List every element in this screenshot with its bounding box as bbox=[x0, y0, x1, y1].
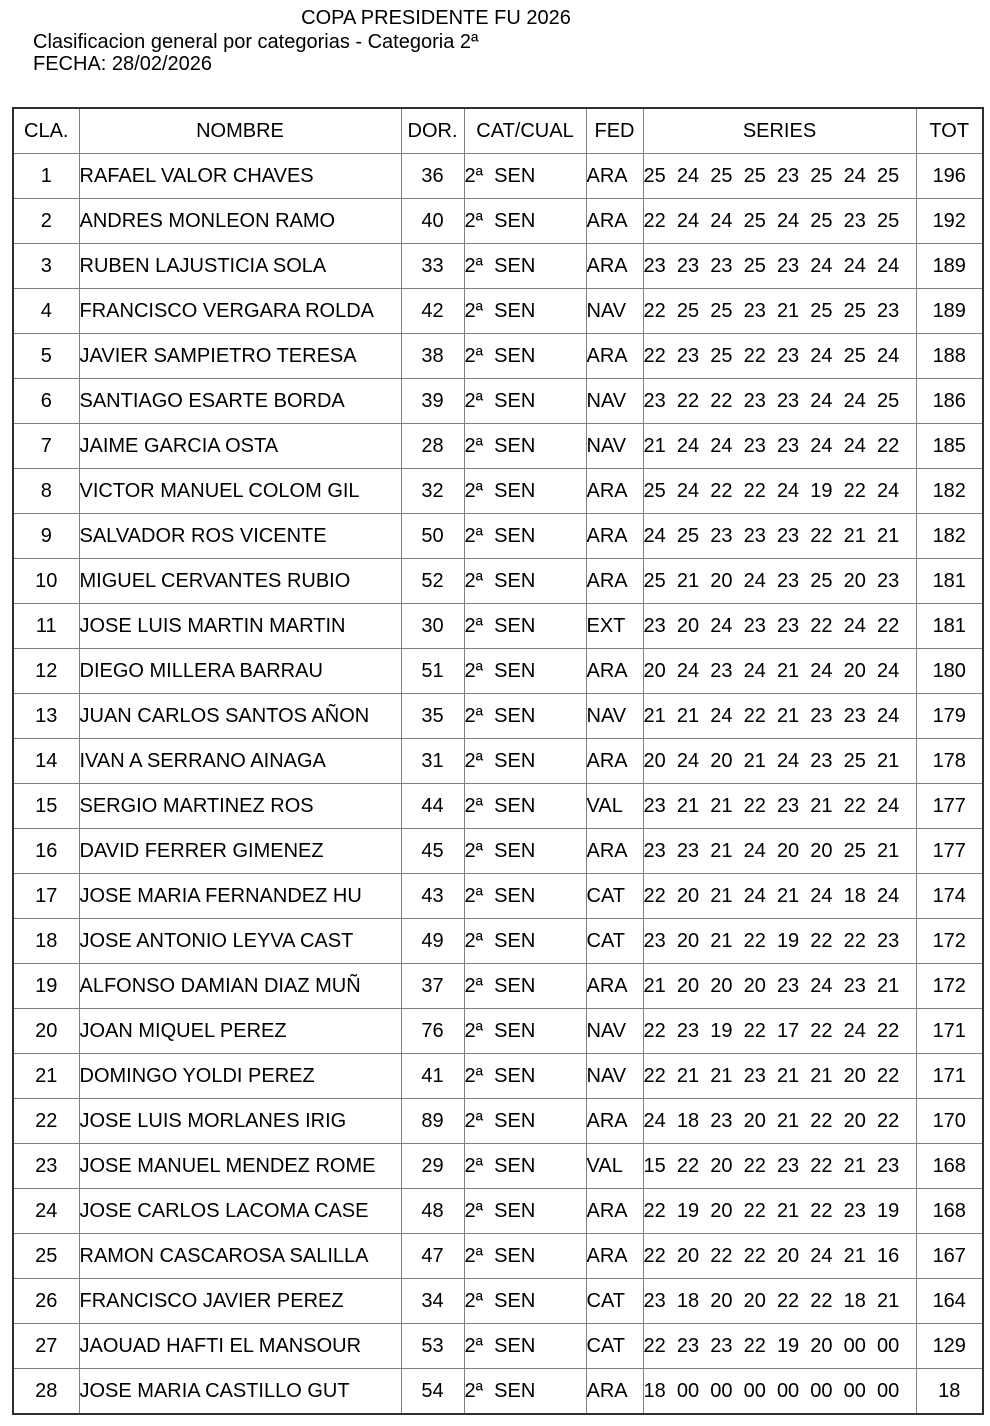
cell-series: 21 21 24 22 21 23 23 24 bbox=[643, 694, 916, 739]
cell-series: 22 23 23 22 19 20 00 00 bbox=[643, 1324, 916, 1369]
cell-nombre: JOSE MARIA CASTILLO GUT bbox=[79, 1369, 401, 1415]
cell-cat: 2ª SEN bbox=[464, 784, 586, 829]
cell-cla: 24 bbox=[13, 1189, 79, 1234]
cell-tot: 182 bbox=[916, 469, 983, 514]
cell-dor: 33 bbox=[401, 244, 464, 289]
cell-dor: 39 bbox=[401, 379, 464, 424]
cell-nombre: SALVADOR ROS VICENTE bbox=[79, 514, 401, 559]
cell-nombre: JAVIER SAMPIETRO TERESA bbox=[79, 334, 401, 379]
cell-series: 20 24 23 24 21 24 20 24 bbox=[643, 649, 916, 694]
cell-series: 15 22 20 22 23 22 21 23 bbox=[643, 1144, 916, 1189]
cell-tot: 186 bbox=[916, 379, 983, 424]
cell-cla: 2 bbox=[13, 199, 79, 244]
cell-fed: ARA bbox=[586, 244, 643, 289]
table-row bbox=[13, 1099, 983, 1144]
cell-dor: 30 bbox=[401, 604, 464, 649]
cell-tot: 177 bbox=[916, 784, 983, 829]
cell-cat: 2ª SEN bbox=[464, 424, 586, 469]
classification-table bbox=[12, 107, 984, 1415]
table-row bbox=[13, 919, 983, 964]
cell-cat: 2ª SEN bbox=[464, 964, 586, 1009]
cell-series: 22 23 25 22 23 24 25 24 bbox=[643, 334, 916, 379]
table-row bbox=[13, 244, 983, 289]
cell-tot: 189 bbox=[916, 289, 983, 334]
column-header-dor: DOR. bbox=[401, 108, 464, 154]
cell-cat: 2ª SEN bbox=[464, 1324, 586, 1369]
cell-fed: NAV bbox=[586, 424, 643, 469]
cell-cla: 27 bbox=[13, 1324, 79, 1369]
cell-series: 23 21 21 22 23 21 22 24 bbox=[643, 784, 916, 829]
cell-dor: 76 bbox=[401, 1009, 464, 1054]
cell-series: 23 23 23 25 23 24 24 24 bbox=[643, 244, 916, 289]
cell-cla: 10 bbox=[13, 559, 79, 604]
table-row bbox=[13, 1369, 983, 1415]
cell-series: 25 24 22 22 24 19 22 24 bbox=[643, 469, 916, 514]
cell-nombre: SANTIAGO ESARTE BORDA bbox=[79, 379, 401, 424]
cell-fed: ARA bbox=[586, 469, 643, 514]
cell-nombre: ALFONSO DAMIAN DIAZ MUÑ bbox=[79, 964, 401, 1009]
cell-cat: 2ª SEN bbox=[464, 604, 586, 649]
cell-series: 24 25 23 23 23 22 21 21 bbox=[643, 514, 916, 559]
table-row bbox=[13, 559, 983, 604]
cell-fed: ARA bbox=[586, 649, 643, 694]
cell-cat: 2ª SEN bbox=[464, 244, 586, 289]
header-row bbox=[13, 108, 983, 154]
table-row bbox=[13, 424, 983, 469]
cell-fed: ARA bbox=[586, 559, 643, 604]
column-header-cat: CAT/CUAL bbox=[464, 108, 586, 154]
cell-dor: 45 bbox=[401, 829, 464, 874]
cell-fed: ARA bbox=[586, 1189, 643, 1234]
cell-nombre: JAOUAD HAFTI EL MANSOUR bbox=[79, 1324, 401, 1369]
cell-cat: 2ª SEN bbox=[464, 1234, 586, 1279]
cell-cla: 12 bbox=[13, 649, 79, 694]
cell-cat: 2ª SEN bbox=[464, 739, 586, 784]
cell-series: 22 23 19 22 17 22 24 22 bbox=[643, 1009, 916, 1054]
cell-tot: 181 bbox=[916, 559, 983, 604]
cell-cla: 21 bbox=[13, 1054, 79, 1099]
cell-fed: ARA bbox=[586, 1234, 643, 1279]
cell-tot: 170 bbox=[916, 1099, 983, 1144]
cell-nombre: IVAN A SERRANO AINAGA bbox=[79, 739, 401, 784]
cell-tot: 192 bbox=[916, 199, 983, 244]
cell-tot: 188 bbox=[916, 334, 983, 379]
page-title: COPA PRESIDENTE FU 2026 bbox=[301, 7, 571, 29]
cell-fed: ARA bbox=[586, 1369, 643, 1415]
table-row bbox=[13, 964, 983, 1009]
cell-cla: 13 bbox=[13, 694, 79, 739]
table-row bbox=[13, 649, 983, 694]
table-row bbox=[13, 154, 983, 199]
cell-series: 22 20 22 22 20 24 21 16 bbox=[643, 1234, 916, 1279]
cell-dor: 37 bbox=[401, 964, 464, 1009]
cell-dor: 29 bbox=[401, 1144, 464, 1189]
cell-dor: 54 bbox=[401, 1369, 464, 1415]
cell-nombre: VICTOR MANUEL COLOM GIL bbox=[79, 469, 401, 514]
cell-fed: VAL bbox=[586, 784, 643, 829]
cell-cla: 6 bbox=[13, 379, 79, 424]
cell-cat: 2ª SEN bbox=[464, 559, 586, 604]
cell-cla: 17 bbox=[13, 874, 79, 919]
cell-dor: 52 bbox=[401, 559, 464, 604]
cell-fed: CAT bbox=[586, 1279, 643, 1324]
cell-nombre: ANDRES MONLEON RAMO bbox=[79, 199, 401, 244]
cell-tot: 168 bbox=[916, 1144, 983, 1189]
cell-series: 23 22 22 23 23 24 24 25 bbox=[643, 379, 916, 424]
cell-series: 23 18 20 20 22 22 18 21 bbox=[643, 1279, 916, 1324]
cell-cla: 26 bbox=[13, 1279, 79, 1324]
cell-tot: 172 bbox=[916, 919, 983, 964]
cell-dor: 36 bbox=[401, 154, 464, 199]
cell-fed: EXT bbox=[586, 604, 643, 649]
cell-dor: 34 bbox=[401, 1279, 464, 1324]
cell-tot: 171 bbox=[916, 1054, 983, 1099]
cell-cla: 22 bbox=[13, 1099, 79, 1144]
cell-dor: 31 bbox=[401, 739, 464, 784]
cell-cat: 2ª SEN bbox=[464, 1054, 586, 1099]
cell-fed: NAV bbox=[586, 1009, 643, 1054]
cell-dor: 42 bbox=[401, 289, 464, 334]
table-row bbox=[13, 784, 983, 829]
cell-fed: NAV bbox=[586, 694, 643, 739]
column-header-cla: CLA. bbox=[13, 108, 79, 154]
cell-dor: 32 bbox=[401, 469, 464, 514]
cell-fed: NAV bbox=[586, 1054, 643, 1099]
cell-cat: 2ª SEN bbox=[464, 199, 586, 244]
column-header-nombre: NOMBRE bbox=[79, 108, 401, 154]
cell-dor: 44 bbox=[401, 784, 464, 829]
cell-nombre: JOSE LUIS MARTIN MARTIN bbox=[79, 604, 401, 649]
cell-dor: 51 bbox=[401, 649, 464, 694]
cell-nombre: DOMINGO YOLDI PEREZ bbox=[79, 1054, 401, 1099]
cell-tot: 189 bbox=[916, 244, 983, 289]
cell-nombre: RUBEN LAJUSTICIA SOLA bbox=[79, 244, 401, 289]
cell-nombre: JOSE CARLOS LACOMA CASE bbox=[79, 1189, 401, 1234]
cell-series: 22 20 21 24 21 24 18 24 bbox=[643, 874, 916, 919]
cell-series: 21 20 20 20 23 24 23 21 bbox=[643, 964, 916, 1009]
cell-cla: 11 bbox=[13, 604, 79, 649]
table-row bbox=[13, 199, 983, 244]
cell-series: 20 24 20 21 24 23 25 21 bbox=[643, 739, 916, 784]
cell-fed: ARA bbox=[586, 739, 643, 784]
cell-nombre: JOSE LUIS MORLANES IRIG bbox=[79, 1099, 401, 1144]
cell-fed: ARA bbox=[586, 199, 643, 244]
cell-cat: 2ª SEN bbox=[464, 154, 586, 199]
cell-cla: 18 bbox=[13, 919, 79, 964]
cell-cat: 2ª SEN bbox=[464, 1009, 586, 1054]
cell-cla: 1 bbox=[13, 154, 79, 199]
cell-cla: 4 bbox=[13, 289, 79, 334]
cell-cla: 9 bbox=[13, 514, 79, 559]
cell-cat: 2ª SEN bbox=[464, 379, 586, 424]
cell-series: 22 19 20 22 21 22 23 19 bbox=[643, 1189, 916, 1234]
cell-cat: 2ª SEN bbox=[464, 1189, 586, 1234]
cell-series: 24 18 23 20 21 22 20 22 bbox=[643, 1099, 916, 1144]
cell-cat: 2ª SEN bbox=[464, 649, 586, 694]
cell-nombre: MIGUEL CERVANTES RUBIO bbox=[79, 559, 401, 604]
cell-dor: 49 bbox=[401, 919, 464, 964]
table-row bbox=[13, 1234, 983, 1279]
cell-fed: ARA bbox=[586, 1099, 643, 1144]
cell-series: 21 24 24 23 23 24 24 22 bbox=[643, 424, 916, 469]
cell-tot: 164 bbox=[916, 1279, 983, 1324]
cell-cat: 2ª SEN bbox=[464, 469, 586, 514]
cell-cat: 2ª SEN bbox=[464, 829, 586, 874]
cell-cat: 2ª SEN bbox=[464, 1144, 586, 1189]
cell-tot: 174 bbox=[916, 874, 983, 919]
cell-fed: CAT bbox=[586, 919, 643, 964]
cell-fed: ARA bbox=[586, 514, 643, 559]
table-row bbox=[13, 1009, 983, 1054]
cell-series: 25 24 25 25 23 25 24 25 bbox=[643, 154, 916, 199]
cell-cla: 25 bbox=[13, 1234, 79, 1279]
table-row bbox=[13, 739, 983, 784]
cell-series: 18 00 00 00 00 00 00 00 bbox=[643, 1369, 916, 1415]
cell-dor: 28 bbox=[401, 424, 464, 469]
cell-tot: 185 bbox=[916, 424, 983, 469]
cell-cat: 2ª SEN bbox=[464, 874, 586, 919]
table-row bbox=[13, 604, 983, 649]
cell-cla: 23 bbox=[13, 1144, 79, 1189]
cell-nombre: FRANCISCO VERGARA ROLDA bbox=[79, 289, 401, 334]
column-header-tot: TOT bbox=[916, 108, 983, 154]
cell-series: 23 20 21 22 19 22 22 23 bbox=[643, 919, 916, 964]
table-row bbox=[13, 1189, 983, 1234]
cell-cla: 19 bbox=[13, 964, 79, 1009]
cell-tot: 18 bbox=[916, 1369, 983, 1415]
table-row bbox=[13, 1324, 983, 1369]
cell-fed: NAV bbox=[586, 379, 643, 424]
cell-nombre: JOSE MARIA FERNANDEZ HU bbox=[79, 874, 401, 919]
table-row bbox=[13, 289, 983, 334]
cell-nombre: DAVID FERRER GIMENEZ bbox=[79, 829, 401, 874]
cell-fed: CAT bbox=[586, 1324, 643, 1369]
table-row bbox=[13, 469, 983, 514]
cell-fed: ARA bbox=[586, 964, 643, 1009]
cell-cat: 2ª SEN bbox=[464, 334, 586, 379]
cell-cla: 8 bbox=[13, 469, 79, 514]
cell-series: 22 24 24 25 24 25 23 25 bbox=[643, 199, 916, 244]
table-row bbox=[13, 1144, 983, 1189]
cell-tot: 196 bbox=[916, 154, 983, 199]
cell-dor: 47 bbox=[401, 1234, 464, 1279]
cell-dor: 38 bbox=[401, 334, 464, 379]
cell-nombre: JAIME GARCIA OSTA bbox=[79, 424, 401, 469]
cell-tot: 171 bbox=[916, 1009, 983, 1054]
cell-cat: 2ª SEN bbox=[464, 919, 586, 964]
cell-cat: 2ª SEN bbox=[464, 514, 586, 559]
cell-fed: CAT bbox=[586, 874, 643, 919]
table-row bbox=[13, 694, 983, 739]
cell-tot: 180 bbox=[916, 649, 983, 694]
table-row bbox=[13, 874, 983, 919]
cell-cla: 16 bbox=[13, 829, 79, 874]
cell-dor: 50 bbox=[401, 514, 464, 559]
cell-tot: 179 bbox=[916, 694, 983, 739]
cell-cla: 15 bbox=[13, 784, 79, 829]
cell-cat: 2ª SEN bbox=[464, 1369, 586, 1415]
cell-cla: 14 bbox=[13, 739, 79, 784]
cell-dor: 40 bbox=[401, 199, 464, 244]
cell-cat: 2ª SEN bbox=[464, 1279, 586, 1324]
date-line: FECHA: 28/02/2026 bbox=[33, 53, 212, 75]
cell-cla: 7 bbox=[13, 424, 79, 469]
cell-fed: NAV bbox=[586, 289, 643, 334]
cell-dor: 89 bbox=[401, 1099, 464, 1144]
cell-tot: 129 bbox=[916, 1324, 983, 1369]
column-header-fed: FED bbox=[586, 108, 643, 154]
column-header-series: SERIES bbox=[643, 108, 916, 154]
cell-tot: 177 bbox=[916, 829, 983, 874]
cell-dor: 48 bbox=[401, 1189, 464, 1234]
cell-series: 25 21 20 24 23 25 20 23 bbox=[643, 559, 916, 604]
table-body bbox=[13, 154, 983, 1415]
table-row bbox=[13, 334, 983, 379]
cell-cat: 2ª SEN bbox=[464, 289, 586, 334]
cell-dor: 35 bbox=[401, 694, 464, 739]
cell-nombre: JOSE ANTONIO LEYVA CAST bbox=[79, 919, 401, 964]
cell-cla: 5 bbox=[13, 334, 79, 379]
table-row bbox=[13, 829, 983, 874]
cell-dor: 43 bbox=[401, 874, 464, 919]
cell-cat: 2ª SEN bbox=[464, 694, 586, 739]
cell-fed: ARA bbox=[586, 154, 643, 199]
cell-dor: 41 bbox=[401, 1054, 464, 1099]
cell-series: 23 23 21 24 20 20 25 21 bbox=[643, 829, 916, 874]
table-row bbox=[13, 379, 983, 424]
cell-tot: 172 bbox=[916, 964, 983, 1009]
table-row bbox=[13, 514, 983, 559]
cell-series: 22 21 21 23 21 21 20 22 bbox=[643, 1054, 916, 1099]
cell-nombre: DIEGO MILLERA BARRAU bbox=[79, 649, 401, 694]
cell-series: 22 25 25 23 21 25 25 23 bbox=[643, 289, 916, 334]
cell-nombre: JUAN CARLOS SANTOS AÑON bbox=[79, 694, 401, 739]
cell-dor: 53 bbox=[401, 1324, 464, 1369]
cell-cat: 2ª SEN bbox=[464, 1099, 586, 1144]
cell-tot: 178 bbox=[916, 739, 983, 784]
cell-nombre: RAMON CASCAROSA SALILLA bbox=[79, 1234, 401, 1279]
table-row bbox=[13, 1279, 983, 1324]
cell-nombre: SERGIO MARTINEZ ROS bbox=[79, 784, 401, 829]
cell-series: 23 20 24 23 23 22 24 22 bbox=[643, 604, 916, 649]
cell-fed: ARA bbox=[586, 334, 643, 379]
cell-nombre: JOSE MANUEL MENDEZ ROME bbox=[79, 1144, 401, 1189]
cell-cla: 28 bbox=[13, 1369, 79, 1415]
page-subtitle: Clasificacion general por categorias - Categoria 2ª bbox=[33, 31, 479, 53]
cell-cla: 20 bbox=[13, 1009, 79, 1054]
cell-tot: 167 bbox=[916, 1234, 983, 1279]
cell-nombre: RAFAEL VALOR CHAVES bbox=[79, 154, 401, 199]
cell-nombre: FRANCISCO JAVIER PEREZ bbox=[79, 1279, 401, 1324]
cell-tot: 168 bbox=[916, 1189, 983, 1234]
cell-nombre: JOAN MIQUEL PEREZ bbox=[79, 1009, 401, 1054]
cell-cla: 3 bbox=[13, 244, 79, 289]
cell-tot: 182 bbox=[916, 514, 983, 559]
cell-fed: ARA bbox=[586, 829, 643, 874]
table-row bbox=[13, 1054, 983, 1099]
cell-fed: VAL bbox=[586, 1144, 643, 1189]
cell-tot: 181 bbox=[916, 604, 983, 649]
